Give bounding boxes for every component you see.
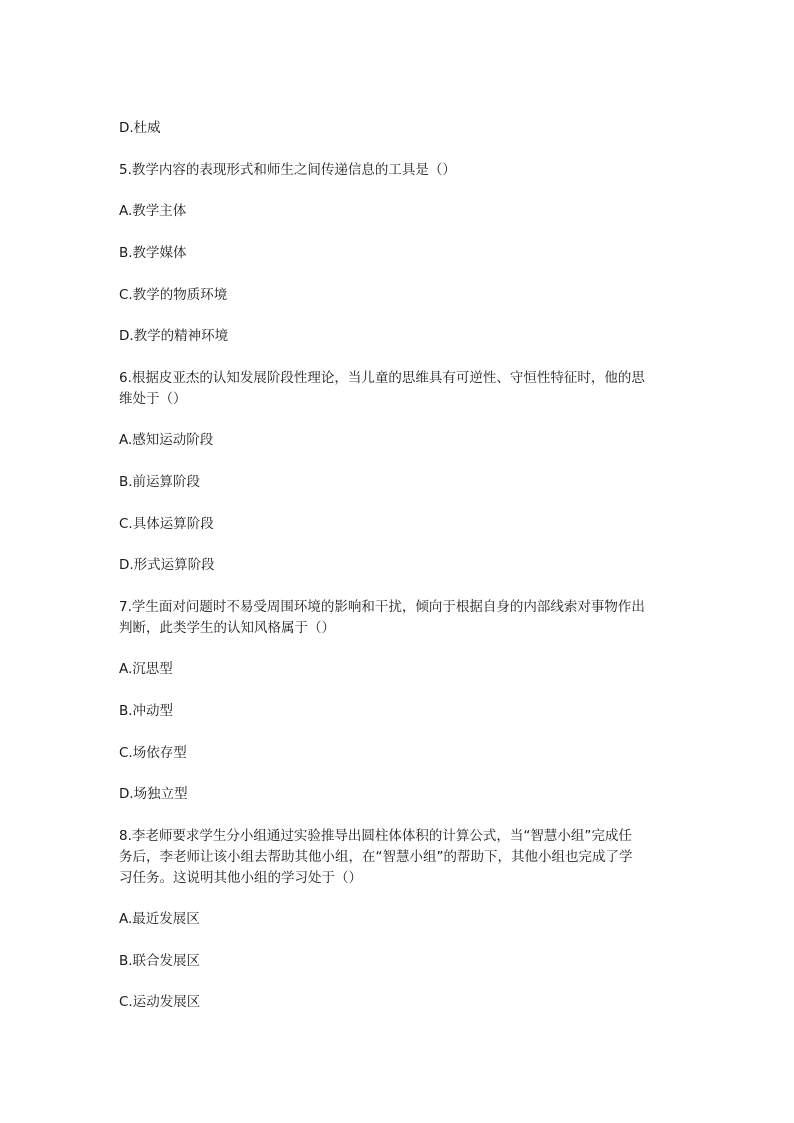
question-6-line-1: 6.根据皮亚杰的认知发展阶段性理论，当儿童的思维具有可逆性、守恒性特征时，他的思 — [119, 370, 645, 386]
option-c-q5: C.教学的物质环境 — [119, 287, 228, 303]
option-b-q7: B.冲动型 — [119, 703, 174, 719]
question-6-line-2: 维处于（） — [119, 391, 187, 407]
option-a-q6: A.感知运动阶段 — [119, 432, 214, 448]
option-d-q6: D.形式运算阶段 — [119, 557, 215, 573]
option-a-q8: A.最近发展区 — [119, 911, 200, 927]
option-a-q5: A.教学主体 — [119, 203, 187, 219]
option-c-q7: C.场依存型 — [119, 745, 187, 761]
option-c-q8: C.运动发展区 — [119, 994, 201, 1010]
option-d-q7: D.场独立型 — [119, 786, 188, 802]
option-d-q5: D.教学的精神环境 — [119, 328, 229, 344]
question-5: 5.教学内容的表现形式和师生之间传递信息的工具是（） — [119, 162, 456, 178]
question-8-line-2: 务后，李老师让该小组去帮助其他小组，在“智慧小组”的帮助下，其他小组也完成了学 — [119, 849, 633, 865]
option-d-q4: D.杜威 — [119, 120, 161, 136]
option-b-q8: B.联合发展区 — [119, 953, 201, 969]
option-a-q7: A.沉思型 — [119, 661, 173, 677]
question-7-line-2: 判断，此类学生的认知风格属于（） — [119, 620, 335, 636]
option-c-q6: C.具体运算阶段 — [119, 516, 214, 532]
question-8-line-1: 8.李老师要求学生分小组通过实验推导出圆柱体体积的计算公式，当“智慧小组”完成任 — [119, 828, 632, 844]
option-b-q6: B.前运算阶段 — [119, 474, 201, 490]
option-b-q5: B.教学媒体 — [119, 245, 187, 261]
question-7-line-1: 7.学生面对问题时不易受周围环境的影响和干扰，倾向于根据自身的内部线索对事物作出 — [119, 599, 645, 615]
question-8-line-3: 习任务。这说明其他小组的学习处于（） — [119, 870, 362, 886]
